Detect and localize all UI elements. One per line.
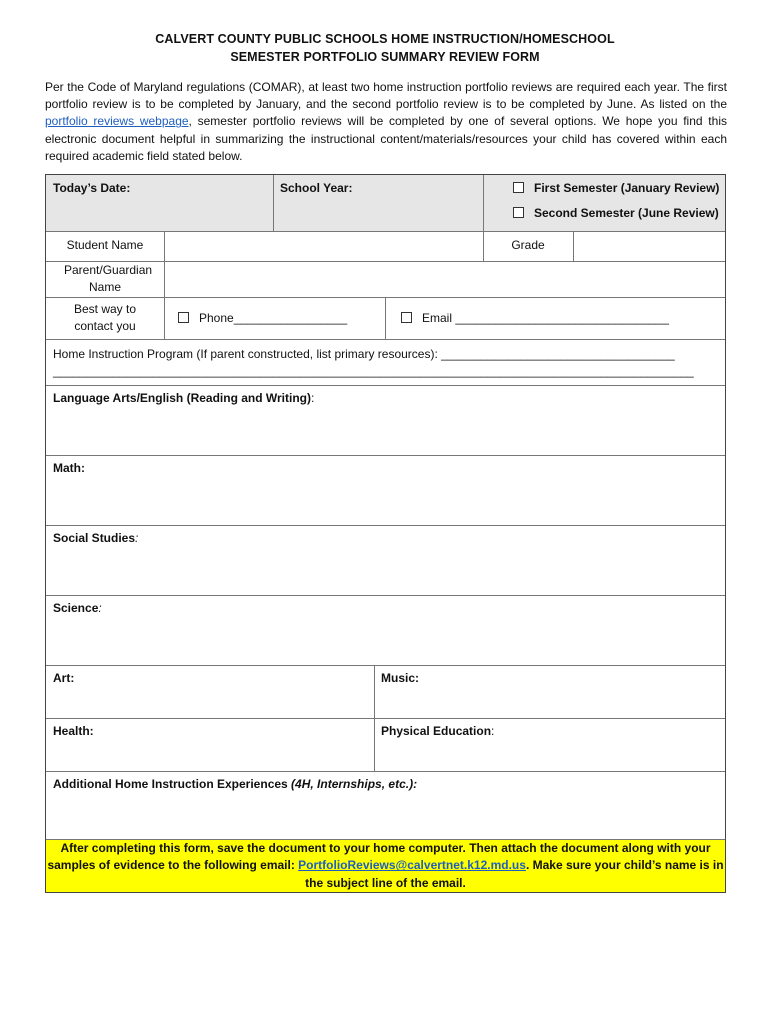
todays-date-cell[interactable] bbox=[46, 175, 273, 231]
second-semester-checkbox[interactable] bbox=[513, 207, 524, 218]
review-form-table bbox=[45, 174, 726, 893]
row-divider bbox=[46, 455, 725, 456]
student-name-label-cell bbox=[46, 231, 164, 261]
second-semester-option[interactable] bbox=[513, 205, 725, 222]
physical-education-colon: : bbox=[491, 724, 495, 738]
first-semester-checkbox[interactable] bbox=[513, 182, 524, 193]
contact-label-cell bbox=[46, 297, 164, 339]
program-label: Home Instruction Program (If parent constructed, list primary resources): ___________________________________ bbox=[53, 347, 675, 361]
todays-date-label: Today’s Date: bbox=[53, 181, 131, 195]
notice-text-end: . Make sure your child’s name is in the subject line of the email. bbox=[305, 858, 724, 890]
row-divider bbox=[46, 385, 725, 386]
grade-label-cell bbox=[483, 231, 573, 261]
parent-guardian-label: Parent/Guardian Name bbox=[64, 263, 153, 294]
first-semester-option[interactable] bbox=[513, 180, 725, 205]
email-option[interactable] bbox=[385, 297, 725, 339]
social-studies-colon: : bbox=[135, 531, 139, 545]
intro-text-start: Per the Code of Maryland regulations (COMAR), at least two home instruction portfolio reviews are required each year. The first portfolio review is to be completed by January, and the second portfolio review is to be completed by June. As listed on the bbox=[45, 80, 727, 112]
title-line-1: CALVERT COUNTY PUBLIC SCHOOLS HOME INSTRUCTION/HOMESCHOOL bbox=[155, 32, 615, 46]
portfolio-reviews-link[interactable]: portfolio reviews webpage bbox=[45, 114, 189, 129]
math-label: Math: bbox=[53, 461, 85, 475]
social-studies-label: Social Studies bbox=[53, 531, 136, 545]
grade-label: Grade bbox=[511, 238, 545, 252]
second-semester-label: Second Semester (June Review) bbox=[534, 206, 719, 220]
social-studies-field[interactable] bbox=[46, 525, 725, 595]
parent-guardian-label-cell bbox=[46, 261, 164, 297]
school-year-cell[interactable] bbox=[273, 175, 483, 231]
student-name-field[interactable] bbox=[164, 231, 483, 261]
column-divider bbox=[374, 665, 375, 771]
music-field[interactable] bbox=[374, 665, 725, 718]
student-name-label: Student Name bbox=[66, 238, 144, 252]
column-divider bbox=[385, 297, 386, 339]
row-divider bbox=[46, 261, 725, 262]
column-divider bbox=[573, 231, 574, 261]
column-divider bbox=[273, 175, 274, 231]
row-divider bbox=[46, 839, 725, 840]
science-field[interactable] bbox=[46, 595, 725, 665]
additional-experiences-examples: (4H, Internships, etc.): bbox=[291, 777, 418, 791]
language-arts-field[interactable] bbox=[46, 385, 725, 455]
intro-text-end: , semester portfolio reviews will be completed by one of several options. We hope you find this electronic document helpful in summarizing the instructional content/materials/resources your child has covered within each required academic field stated below. bbox=[45, 114, 727, 163]
first-semester-label: First Semester (January Review) bbox=[534, 181, 720, 195]
phone-checkbox[interactable] bbox=[178, 312, 189, 323]
semester-cell bbox=[483, 175, 725, 231]
row-divider bbox=[46, 665, 725, 666]
portfolio-reviews-email-link[interactable]: PortfolioReviews@calvertnet.k12.md.us bbox=[298, 858, 526, 873]
contact-label: Best way to contact you bbox=[73, 302, 137, 333]
intro-paragraph bbox=[45, 79, 727, 165]
additional-experiences-field[interactable] bbox=[46, 771, 725, 839]
art-field[interactable] bbox=[46, 665, 374, 718]
phone-label: Phone_________________ bbox=[199, 311, 348, 325]
language-arts-label: Language Arts/English (Reading and Writing) bbox=[53, 391, 312, 405]
school-year-label: School Year: bbox=[280, 181, 353, 195]
row-divider bbox=[46, 231, 725, 232]
row-divider bbox=[46, 525, 725, 526]
health-label: Health: bbox=[53, 724, 94, 738]
row-divider bbox=[46, 771, 725, 772]
health-field[interactable] bbox=[46, 718, 374, 771]
science-label: Science bbox=[53, 601, 99, 615]
parent-guardian-field[interactable] bbox=[164, 261, 725, 297]
column-divider bbox=[483, 175, 484, 261]
submission-notice bbox=[46, 839, 725, 892]
grade-field[interactable] bbox=[573, 231, 725, 261]
row-divider bbox=[46, 339, 725, 340]
program-line-2: ________________________________________________________________________________________________ bbox=[53, 364, 694, 378]
music-label: Music: bbox=[381, 671, 420, 685]
home-instruction-program-field[interactable] bbox=[46, 339, 725, 385]
email-label: Email ________________________________ bbox=[422, 311, 669, 325]
art-label: Art: bbox=[53, 671, 75, 685]
math-field[interactable] bbox=[46, 455, 725, 525]
page-title bbox=[0, 30, 770, 66]
title-line-2: SEMESTER PORTFOLIO SUMMARY REVIEW FORM bbox=[230, 50, 540, 64]
column-divider bbox=[164, 231, 165, 339]
language-arts-colon: : bbox=[311, 391, 315, 405]
physical-education-field[interactable] bbox=[374, 718, 725, 771]
email-checkbox[interactable] bbox=[401, 312, 412, 323]
science-colon: : bbox=[98, 601, 102, 615]
phone-option[interactable] bbox=[164, 297, 385, 339]
row-divider bbox=[46, 718, 725, 719]
physical-education-label: Physical Education bbox=[381, 724, 492, 738]
additional-experiences-label: Additional Home Instruction Experiences bbox=[53, 777, 292, 791]
notice-text-start: After completing this form, save the document to your home computer. Then attach the document along with your samples of evidence to the following email: bbox=[47, 841, 711, 873]
row-divider bbox=[46, 595, 725, 596]
